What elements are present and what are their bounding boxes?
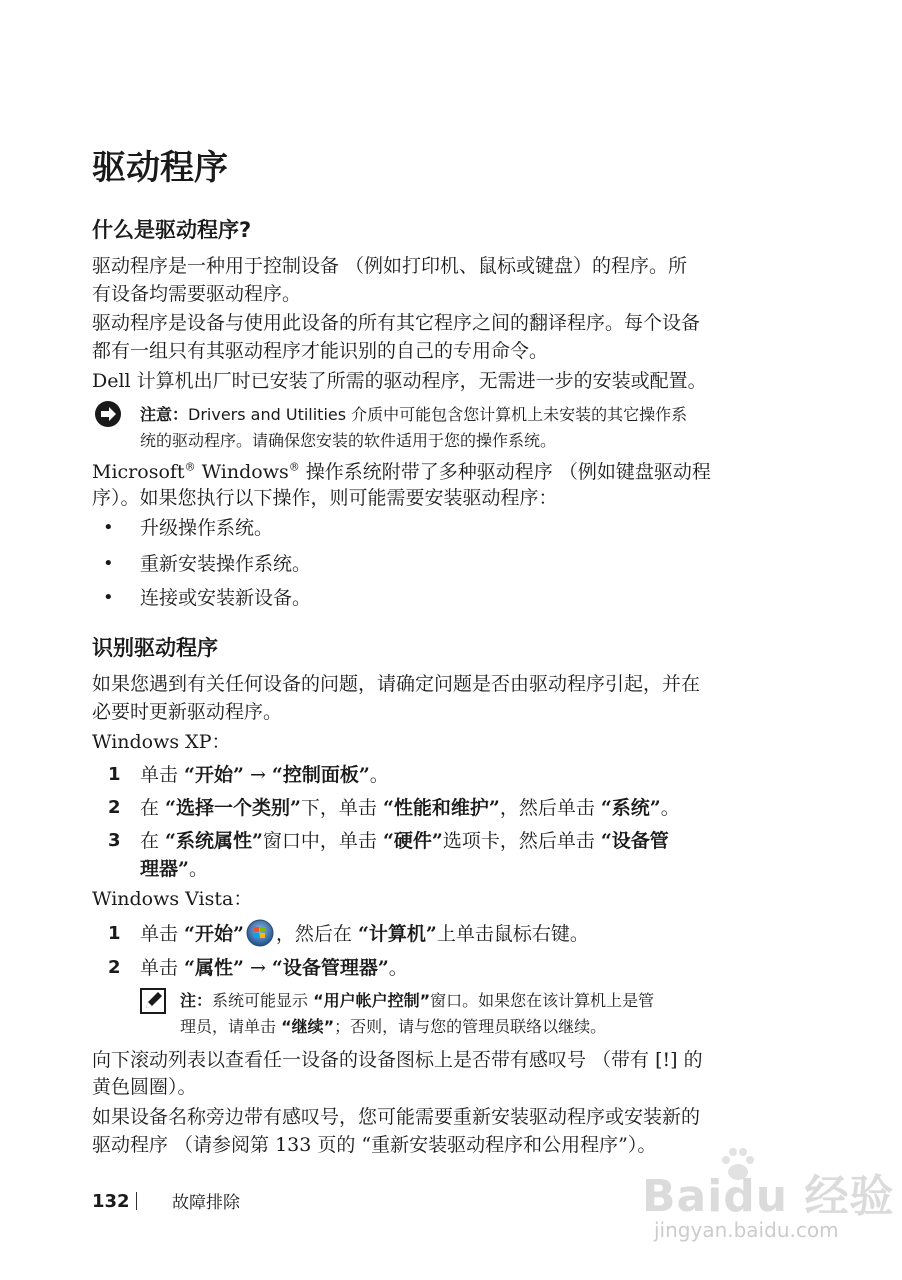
page-title: 驱动程序 <box>92 148 228 188</box>
baidu-watermark-url: jingyan.baidu.com <box>654 1218 839 1242</box>
bullet-dot: • <box>103 553 114 574</box>
step-text: 单击 “属性” → “设备管理器”。 <box>140 957 408 979</box>
windows-start-orb-icon <box>246 919 274 947</box>
paragraph-line: 黄色圆圈）。 <box>92 1076 197 1098</box>
bullet-item: 升级操作系统。 <box>140 517 274 539</box>
note-line: 注：系统可能显示 “用户帐户控制”窗口。如果您在该计算机上是管 <box>180 991 655 1010</box>
paragraph-line: 如果您遇到有关任何设备的问题，请确定问题是否由驱动程序引起，并在 <box>92 673 701 695</box>
bullet-item: 重新安装操作系统。 <box>140 553 312 575</box>
step-number: 1 <box>108 923 121 944</box>
registered-mark: ® <box>288 460 300 474</box>
step-text: 在 “选择一个类别”下，单击 “性能和维护”，然后单击 “系统”。 <box>140 797 680 819</box>
step-number: 1 <box>108 764 121 785</box>
paragraph-line: 驱动程序 （请参阅第 133 页的 “重新安装驱动程序和公用程序”）。 <box>92 1134 657 1156</box>
notice-text: Drivers and Utilities 介质中可能包含您计算机上未安装的其它操作系 <box>188 405 688 424</box>
section-heading-identify-drivers: 识别驱动程序 <box>92 636 218 660</box>
footer-divider <box>136 1192 137 1210</box>
bullet-dot: • <box>103 587 114 608</box>
paragraph-line: 驱动程序是一种用于控制设备 （例如打印机、鼠标或键盘）的程序。所 <box>92 255 688 277</box>
notice-line: 统的驱动程序。请确保您安装的软件适用于您的操作系统。 <box>140 431 557 450</box>
chapter-title: 故障排除 <box>172 1193 240 1213</box>
step-number: 3 <box>108 830 121 851</box>
os-label-vista: Windows Vista： <box>92 888 253 910</box>
step-text: 在 “系统属性”窗口中，单击 “硬件”选项卡，然后单击 “设备管 <box>140 830 669 852</box>
paragraph-line: 必要时更新驱动程序。 <box>92 701 283 723</box>
paragraph-line: 都有一组只有其驱动程序才能识别的自己的专用命令。 <box>92 340 549 362</box>
step-text-continued: 理器”。 <box>140 858 208 880</box>
notice-arrow-icon <box>94 400 122 428</box>
os-label-xp: Windows XP： <box>92 731 231 753</box>
step-number: 2 <box>108 797 121 818</box>
notice-label: 注意： <box>140 405 189 424</box>
step-number: 2 <box>108 957 121 978</box>
bullet-item: 连接或安装新设备。 <box>140 587 312 609</box>
page-number: 132 <box>92 1191 130 1212</box>
note-line: 理员，请单击 “继续”；否则，请与您的管理员联络以继续。 <box>180 1017 607 1036</box>
windows-text: Windows <box>195 461 289 483</box>
paragraph-line: 序）。如果您执行以下操作，则可能需要安装驱动程序： <box>92 487 558 509</box>
bullet-dot: • <box>103 517 114 538</box>
note-pencil-icon <box>140 988 166 1014</box>
notice-line <box>140 402 780 428</box>
paragraph-line: 有设备均需要驱动程序。 <box>92 283 302 305</box>
paragraph-line <box>92 458 782 487</box>
paragraph-line: Dell 计算机出厂时已安装了所需的驱动程序，无需进一步的安装或配置。 <box>92 370 707 392</box>
step-text: 单击 “开始” → “控制面板”。 <box>140 764 389 786</box>
paragraph-line: 向下滚动列表以查看任一设备的设备图标上是否带有感叹号 （带有 [!] 的 <box>92 1049 703 1071</box>
paragraph-rest: 操作系统附带了多种驱动程序 （例如键盘驱动程 <box>299 461 711 483</box>
paragraph-line: 驱动程序是设备与使用此设备的所有其它程序之间的翻译程序。每个设备 <box>92 312 701 334</box>
microsoft-text: Microsoft <box>92 461 185 483</box>
baidu-watermark-logo: Baidu 经验 <box>642 1171 895 1222</box>
registered-mark: ® <box>184 460 196 474</box>
step-text: 单击 “开始” ，然后在 “计算机”上单击鼠标右键。 <box>140 919 785 950</box>
paragraph-line: 如果设备名称旁边带有感叹号，您可能需要重新安装驱动程序或安装新的 <box>92 1106 701 1128</box>
section-heading-what-is-driver: 什么是驱动程序? <box>92 218 252 242</box>
